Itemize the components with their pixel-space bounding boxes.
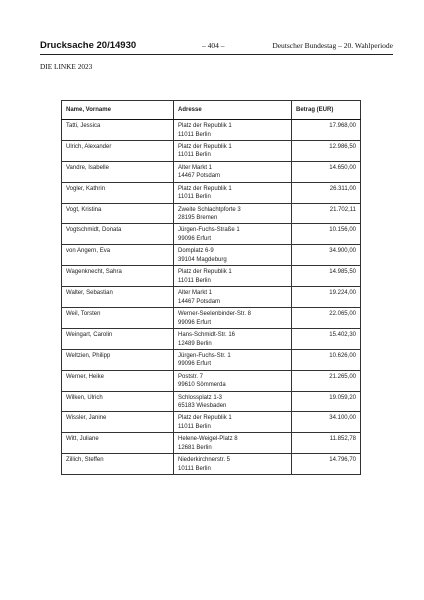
address-city: 99610 Sömmerda bbox=[178, 382, 226, 389]
document-number bbox=[40, 40, 136, 51]
donor-name: Ulrich, Alexander bbox=[62, 140, 174, 161]
donor-name: Weltzien, Philipp bbox=[62, 349, 174, 370]
donor-address bbox=[174, 182, 292, 203]
table-row bbox=[62, 349, 361, 370]
address-city: 39104 Magdeburg bbox=[178, 256, 227, 263]
donor-name: Walter, Sebastian bbox=[62, 287, 174, 308]
address-city: 99096 Erfurt bbox=[178, 319, 212, 326]
address-street: Niederkirchnerstr. 5 bbox=[178, 457, 231, 464]
donor-name: Vogt, Kristina bbox=[62, 203, 174, 224]
address-city: 11011 Berlin bbox=[178, 277, 211, 284]
table-row bbox=[62, 412, 361, 433]
donation-amount: 21.702,11 bbox=[292, 203, 361, 224]
donor-name: Witt, Juliane bbox=[62, 433, 174, 454]
address-city: 65183 Wiesbaden bbox=[178, 403, 227, 410]
donor-address bbox=[174, 203, 292, 224]
donor-address bbox=[174, 328, 292, 349]
address-city: 12681 Berlin bbox=[178, 444, 212, 451]
donor-name: Wissler, Janine bbox=[62, 412, 174, 433]
donor-address bbox=[174, 266, 292, 287]
donation-amount: 19.224,00 bbox=[292, 287, 361, 308]
party-year-heading: DIE LINKE 2023 bbox=[40, 62, 93, 71]
column-header-address: Adresse bbox=[174, 101, 292, 120]
donor-address bbox=[174, 391, 292, 412]
address-street: Helene-Weigel-Platz 8 bbox=[178, 436, 238, 443]
column-header-amount: Betrag (EUR) bbox=[292, 101, 361, 120]
address-city: 12489 Berlin bbox=[178, 340, 212, 347]
donation-amount: 10.156,00 bbox=[292, 224, 361, 245]
address-city: 99096 Erfurt bbox=[178, 361, 212, 368]
page-header bbox=[40, 40, 393, 55]
address-city: 11011 Berlin bbox=[178, 424, 211, 431]
table-row bbox=[62, 245, 361, 266]
donor-name: Vandre, Isabelle bbox=[62, 161, 174, 182]
donor-address bbox=[174, 349, 292, 370]
donor-address bbox=[174, 370, 292, 391]
donation-amount: 10.626,00 bbox=[292, 349, 361, 370]
donor-address bbox=[174, 161, 292, 182]
table-row bbox=[62, 266, 361, 287]
address-city: 11011 Berlin bbox=[178, 152, 211, 159]
table-row bbox=[62, 203, 361, 224]
address-street: Jürgen-Fuchs-Straße 1 bbox=[178, 227, 240, 234]
donation-amount: 17.968,00 bbox=[292, 120, 361, 141]
donation-amount: 26.311,00 bbox=[292, 182, 361, 203]
address-street: Hans-Schmidt-Str. 16 bbox=[178, 331, 236, 338]
donation-amount: 21.265,00 bbox=[292, 370, 361, 391]
column-header-name: Name, Vorname bbox=[62, 101, 174, 120]
donor-name: Vogler, Kathrin bbox=[62, 182, 174, 203]
document-number-value: 14930 bbox=[109, 40, 137, 51]
table-row bbox=[62, 224, 361, 245]
address-city: 99096 Erfurt bbox=[178, 236, 212, 243]
table-row bbox=[62, 120, 361, 141]
donor-address bbox=[174, 287, 292, 308]
address-street: Poststr. 7 bbox=[178, 373, 204, 380]
address-city: 14467 Potsdam bbox=[178, 298, 221, 305]
address-street: Platz der Republik 1 bbox=[178, 269, 232, 276]
table-row bbox=[62, 328, 361, 349]
donation-amount: 14.796,70 bbox=[292, 454, 361, 475]
donation-amount: 19.059,20 bbox=[292, 391, 361, 412]
table-body bbox=[62, 120, 361, 475]
donor-name: Zillich, Steffen bbox=[62, 454, 174, 475]
table-row bbox=[62, 433, 361, 454]
donor-address bbox=[174, 412, 292, 433]
address-street: Platz der Republik 1 bbox=[178, 123, 232, 129]
address-street: Platz der Republik 1 bbox=[178, 185, 232, 192]
donor-name: Tatti, Jessica bbox=[62, 120, 174, 141]
address-street: Platz der Republik 1 bbox=[178, 143, 232, 150]
donor-address bbox=[174, 140, 292, 161]
address-street: Domplatz 6-9 bbox=[178, 248, 214, 255]
donor-address bbox=[174, 120, 292, 141]
donor-address bbox=[174, 454, 292, 475]
donation-amount: 22.065,00 bbox=[292, 308, 361, 329]
table-row bbox=[62, 287, 361, 308]
address-street: Schlossplatz 1-3 bbox=[178, 394, 223, 401]
donation-amount: 15.402,30 bbox=[292, 328, 361, 349]
donor-name: Wilken, Ulrich bbox=[62, 391, 174, 412]
address-city: 11011 Berlin bbox=[178, 131, 211, 138]
donor-address bbox=[174, 308, 292, 329]
document-number-label: Drucksache 20/ bbox=[40, 40, 110, 51]
parliament-term: Deutscher Bundestag – 20. Wahlperiode bbox=[272, 40, 393, 50]
table-row bbox=[62, 454, 361, 475]
table-row bbox=[62, 308, 361, 329]
page-number: – 404 – bbox=[202, 40, 225, 50]
donor-address bbox=[174, 224, 292, 245]
donor-name: Werner, Heike bbox=[62, 370, 174, 391]
donor-name: Weingart, Carolin bbox=[62, 328, 174, 349]
table-row bbox=[62, 140, 361, 161]
address-street: Alter Markt 1 bbox=[178, 164, 213, 171]
address-street: Zweite Schlachtpforte 3 bbox=[178, 206, 241, 213]
table-row bbox=[62, 182, 361, 203]
donation-amount: 11.852,78 bbox=[292, 433, 361, 454]
address-city: 10111 Berlin bbox=[178, 465, 211, 472]
address-city: 11011 Berlin bbox=[178, 194, 211, 201]
address-street: Jürgen-Fuchs-Str. 1 bbox=[178, 352, 231, 359]
donor-name: Vogtschmidt, Donata bbox=[62, 224, 174, 245]
address-street: Alter Markt 1 bbox=[178, 290, 213, 297]
table-row bbox=[62, 370, 361, 391]
address-street: Platz der Republik 1 bbox=[178, 415, 232, 422]
donations-table bbox=[61, 100, 361, 475]
address-street: Werner-Seelenbinder-Str. 8 bbox=[178, 311, 251, 318]
donor-name: Weil, Torsten bbox=[62, 308, 174, 329]
address-city: 28195 Bremen bbox=[178, 215, 218, 222]
donor-address bbox=[174, 433, 292, 454]
donor-name: Wagenknecht, Sahra bbox=[62, 266, 174, 287]
donation-amount: 12.986,50 bbox=[292, 140, 361, 161]
donation-amount: 14.650,00 bbox=[292, 161, 361, 182]
table-header-row bbox=[62, 101, 361, 120]
donation-amount: 34.900,00 bbox=[292, 245, 361, 266]
donor-address bbox=[174, 245, 292, 266]
address-city: 14467 Potsdam bbox=[178, 173, 221, 180]
table-row bbox=[62, 161, 361, 182]
donation-amount: 14.985,50 bbox=[292, 266, 361, 287]
donor-name: von Angern, Eva bbox=[62, 245, 174, 266]
table-row bbox=[62, 391, 361, 412]
donation-amount: 34.100,00 bbox=[292, 412, 361, 433]
